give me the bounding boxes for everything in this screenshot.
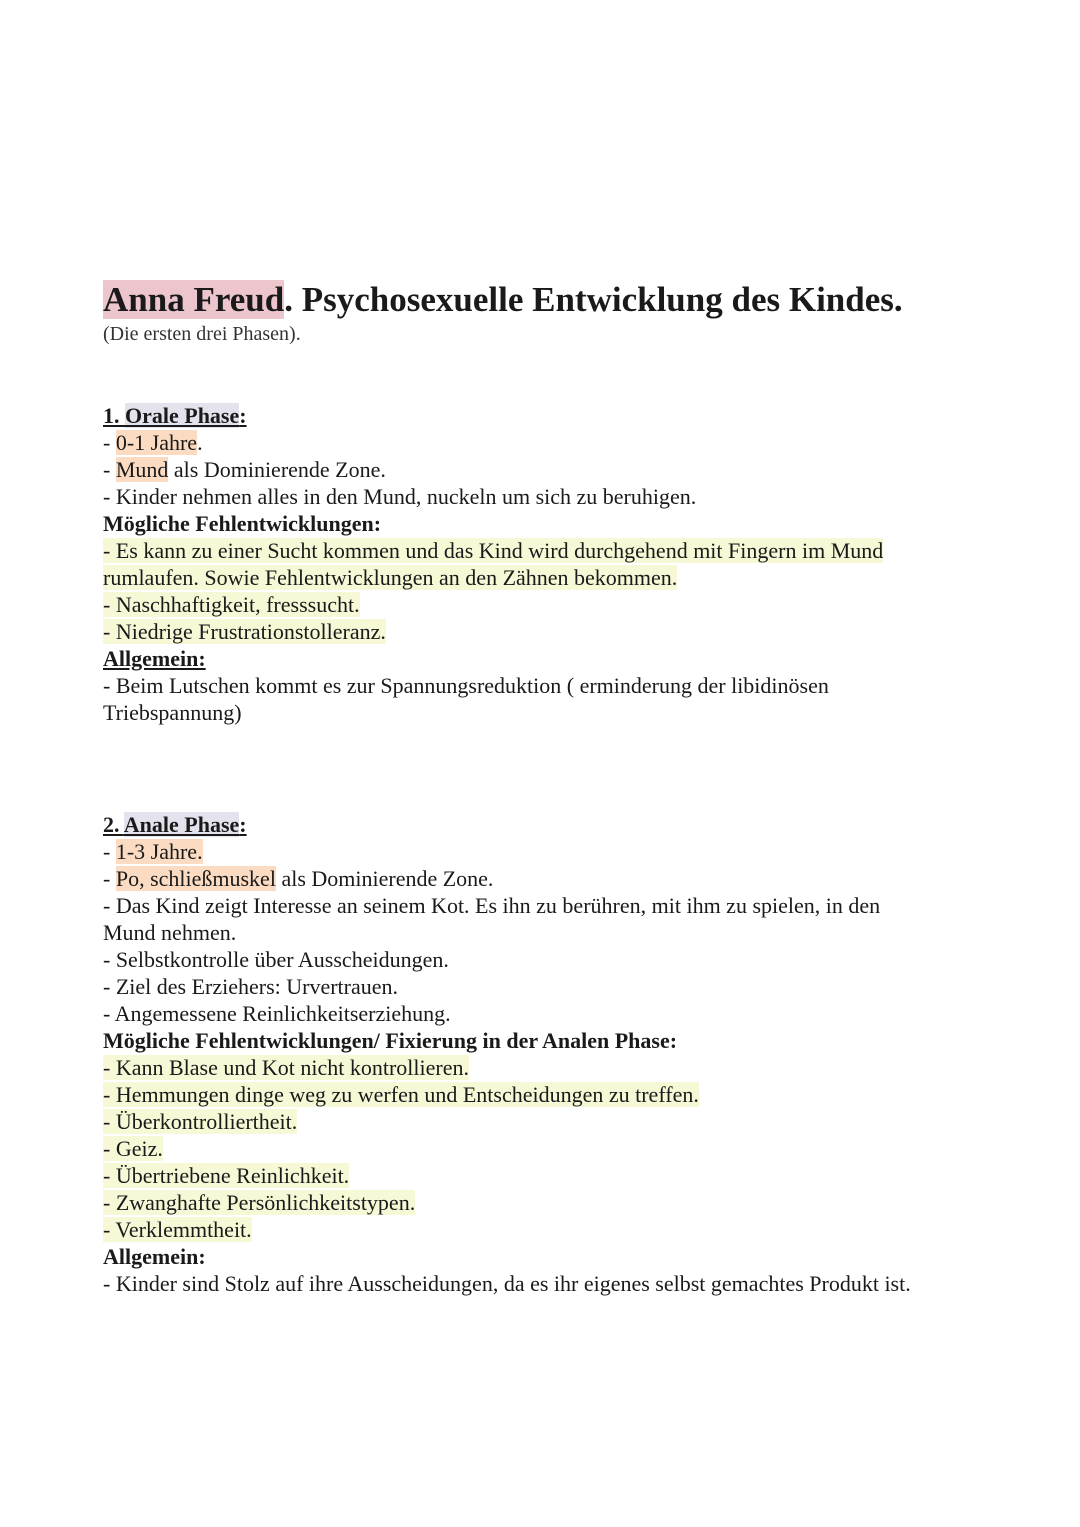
- section-heading: [103, 402, 883, 429]
- text-line: [103, 1216, 911, 1243]
- text-line: Triebspannung): [103, 700, 242, 725]
- highlighted-text: - Kann Blase und Kot nicht kontrollieren.: [103, 1055, 469, 1080]
- highlighted-text: - Hemmungen dinge weg zu werfen und Entscheidungen zu treffen.: [103, 1082, 699, 1107]
- age-line: [103, 429, 883, 456]
- bullet: -: [103, 457, 116, 482]
- zone-line: [103, 865, 911, 892]
- text-line: [103, 1081, 911, 1108]
- text-line: [103, 1135, 911, 1162]
- highlighted-text: - Naschhaftigkeit, fresssucht.: [103, 592, 360, 617]
- title-rest: . Psychosexuelle Entwicklung des Kindes.: [284, 280, 903, 319]
- text-line: [103, 618, 883, 645]
- page-title: [103, 278, 1003, 322]
- section-heading: [103, 811, 911, 838]
- text-line: - Angemessene Reinlichkeitserziehung.: [103, 1001, 451, 1026]
- heading-text: Anale Phase: [123, 812, 240, 837]
- text-line: [103, 564, 883, 591]
- zone-name: Mund: [115, 457, 169, 482]
- text-line: [103, 591, 883, 618]
- text-line: Mund nehmen.: [103, 920, 237, 945]
- subheading-fehlentwicklungen: Mögliche Fehlentwicklungen:: [103, 511, 382, 536]
- heading-number: 1.: [103, 403, 125, 428]
- highlighted-text: - Niedrige Frustrationstolleranz.: [103, 619, 386, 644]
- highlighted-text: - Zwanghafte Persönlichkeitstypen.: [103, 1190, 416, 1215]
- highlighted-text: - Es kann zu einer Sucht kommen und das Kind wird durchgehend mit Fingern im Mund: [103, 538, 884, 563]
- age-suffix: .: [197, 430, 203, 455]
- text-line: - Das Kind zeigt Interesse an seinem Kot. Es ihn zu berühren, mit ihm zu spielen, in den: [103, 893, 881, 918]
- zone-suffix: als Dominierende Zone.: [275, 866, 494, 891]
- bullet: -: [103, 839, 116, 864]
- text-line: - Selbstkontrolle über Ausscheidungen.: [103, 947, 449, 972]
- highlighted-text: - Verklemmtheit.: [103, 1217, 252, 1242]
- text-line: - Ziel des Erziehers: Urvertrauen.: [103, 974, 399, 999]
- heading-text: Orale Phase: [125, 403, 240, 428]
- heading-number: 2.: [103, 812, 124, 837]
- age-range: 1-3 Jahre.: [115, 839, 203, 864]
- section-oral-phase: [103, 402, 883, 726]
- subheading-allgemein: Allgemein:: [103, 646, 206, 671]
- zone-name: Po, schließmuskel: [115, 866, 276, 891]
- heading-colon: :: [239, 403, 247, 428]
- highlighted-text: - Geiz.: [103, 1136, 163, 1161]
- bullet: -: [103, 430, 116, 455]
- text-line: - Kinder nehmen alles in den Mund, nuckeln um sich zu beruhigen.: [103, 484, 697, 509]
- heading-colon: :: [239, 812, 247, 837]
- text-line: [103, 1162, 911, 1189]
- subheading-allgemein: Allgemein:: [103, 1244, 206, 1269]
- text-line: [103, 1189, 911, 1216]
- text-line: - Kinder sind Stolz auf ihre Ausscheidungen, da es ihr eigenes selbst gemachtes Produkt ist.: [103, 1271, 911, 1296]
- highlighted-text: - Überkontrolliertheit.: [103, 1109, 298, 1134]
- text-line: [103, 1054, 911, 1081]
- text-line: - Beim Lutschen kommt es zur Spannungsreduktion ( erminderung der libidinösen: [103, 673, 829, 698]
- bullet: -: [103, 866, 116, 891]
- highlighted-text: rumlaufen. Sowie Fehlentwicklungen an den Zähnen bekommen.: [103, 565, 678, 590]
- zone-line: [103, 456, 883, 483]
- age-range: 0-1 Jahre: [115, 430, 198, 455]
- text-line: [103, 1108, 911, 1135]
- highlighted-text: - Übertriebene Reinlichkeit.: [103, 1163, 350, 1188]
- page-subtitle: (Die ersten drei Phasen).: [103, 323, 301, 345]
- section-anal-phase: [103, 811, 911, 1297]
- document-page: [103, 278, 1003, 1296]
- age-line: [103, 838, 911, 865]
- zone-suffix: als Dominierende Zone.: [168, 457, 386, 482]
- subheading-fehlentwicklungen: Mögliche Fehlentwicklungen/ Fixierung in der Analen Phase:: [103, 1028, 678, 1053]
- text-line: [103, 537, 883, 564]
- title-name: Anna Freud: [103, 280, 285, 319]
